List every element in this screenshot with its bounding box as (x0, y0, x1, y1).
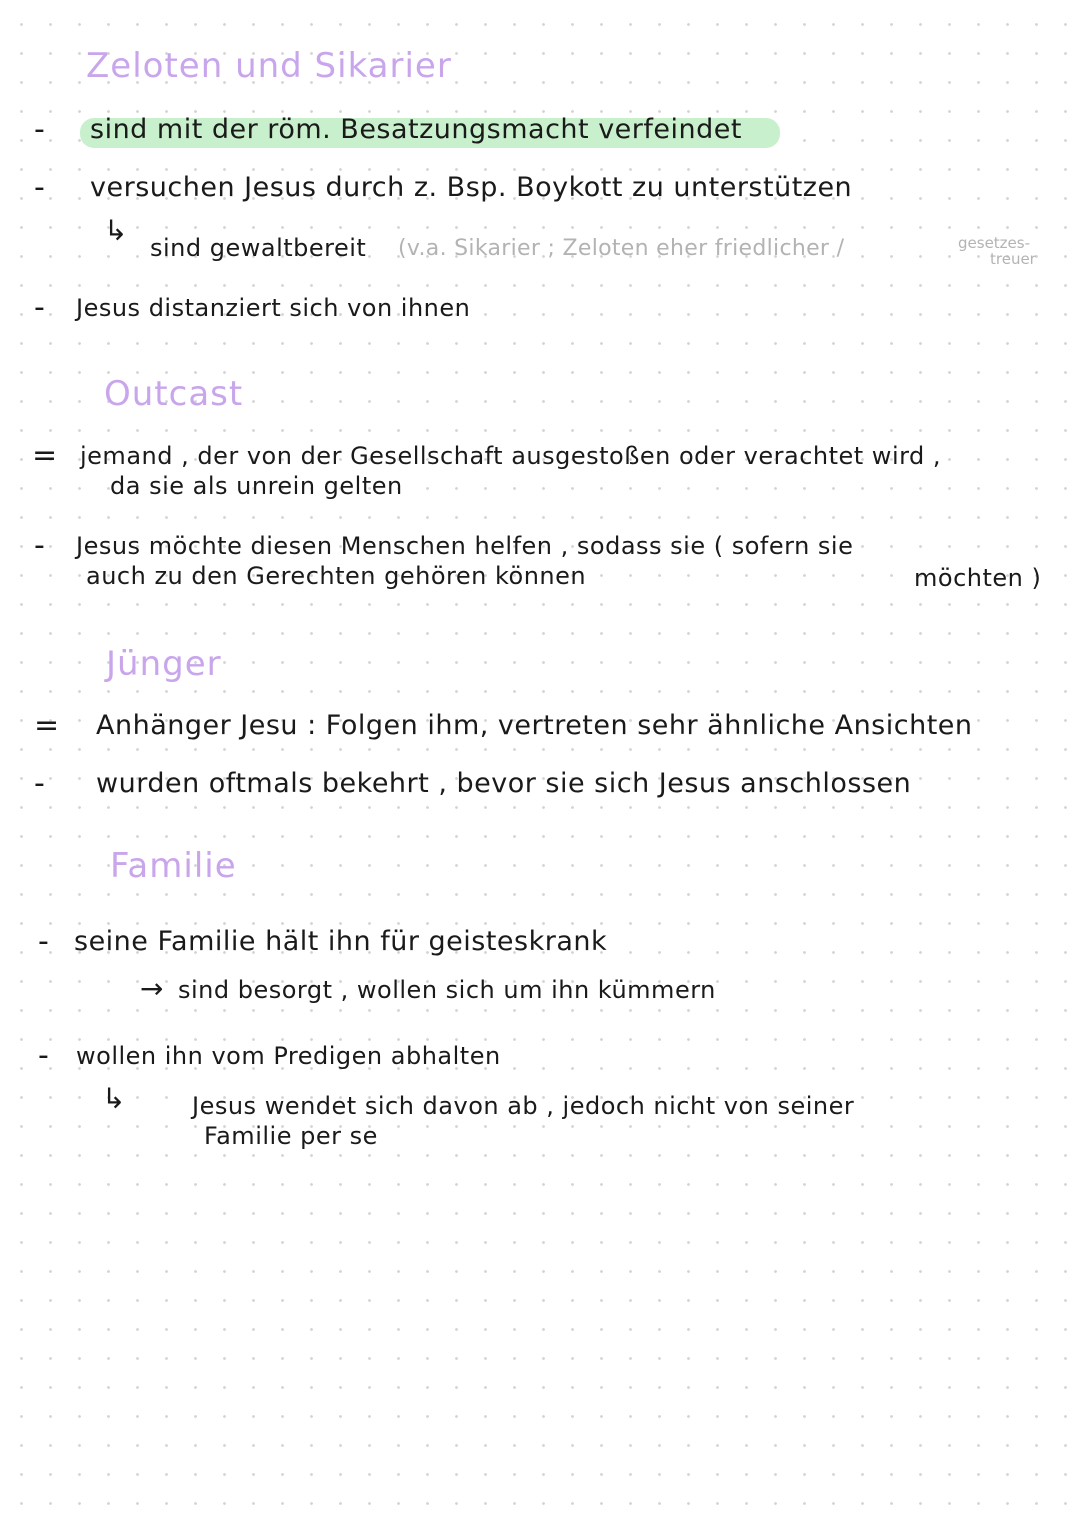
zeloten-item-2: versuchen Jesus durch z. Bsp. Boykott zu unterstützen (90, 172, 853, 203)
heading-juenger: Jünger (106, 644, 222, 684)
bullet-dash: - (34, 766, 45, 801)
familie-item-2-sub-line-1: Jesus wendet sich davon ab , jedoch nicht von seiner (192, 1092, 855, 1120)
zeloten-item-1: sind mit der röm. Besatzungsmacht verfeindet (90, 114, 742, 145)
juenger-definition: Anhänger Jesu : Folgen ihm, vertreten sehr ähnliche Ansichten (96, 710, 973, 741)
familie-item-1: seine Familie hält ihn für geisteskrank (74, 926, 608, 957)
juenger-item: wurden oftmals bekehrt , bevor sie sich Jesus anschlossen (96, 768, 912, 799)
heading-zeloten: Zeloten und Sikarier (86, 46, 452, 86)
sub-arrow-icon: ↳ (104, 214, 128, 247)
right-arrow-icon: → (140, 972, 164, 1005)
definition-marker: = (34, 708, 60, 743)
bullet-dash: - (34, 528, 45, 563)
bullet-dash: - (34, 112, 45, 147)
bullet-dash: - (38, 924, 49, 959)
zeloten-item-3: Jesus distanziert sich von ihnen (76, 294, 471, 322)
familie-item-1-sub: sind besorgt , wollen sich um ihn kümmern (178, 976, 716, 1004)
outcast-item-line-1: Jesus möchte diesen Menschen helfen , sodass sie ( sofern sie (76, 532, 854, 560)
zeloten-sub-text: sind gewaltbereit (150, 234, 367, 262)
heading-familie: Familie (110, 846, 237, 886)
heading-outcast: Outcast (104, 374, 244, 414)
outcast-definition-line-1: jemand , der von der Gesellschaft ausgestoßen oder verachtet wird , (80, 442, 942, 470)
outcast-item-line-2a: auch zu den Gerechten gehören können (86, 562, 587, 590)
zeloten-sub-note: (v.a. Sikarier ; Zeloten eher friedlicher / (398, 236, 845, 261)
outcast-definition-line-2: da sie als unrein gelten (110, 472, 403, 500)
familie-item-2: wollen ihn vom Predigen abhalten (76, 1042, 501, 1070)
zeloten-sub-note-end-a: gesetzes- (958, 234, 1031, 252)
outcast-item-line-2b: möchten ) (914, 564, 1042, 592)
bullet-dash: - (38, 1038, 49, 1073)
bullet-dash: - (34, 170, 45, 205)
bullet-dash: - (34, 290, 45, 325)
zeloten-sub-note-end-b: treuer (990, 250, 1036, 268)
sub-arrow-icon: ↳ (102, 1082, 126, 1115)
definition-marker: = (32, 438, 58, 473)
familie-item-2-sub-line-2: Familie per se (204, 1122, 378, 1150)
